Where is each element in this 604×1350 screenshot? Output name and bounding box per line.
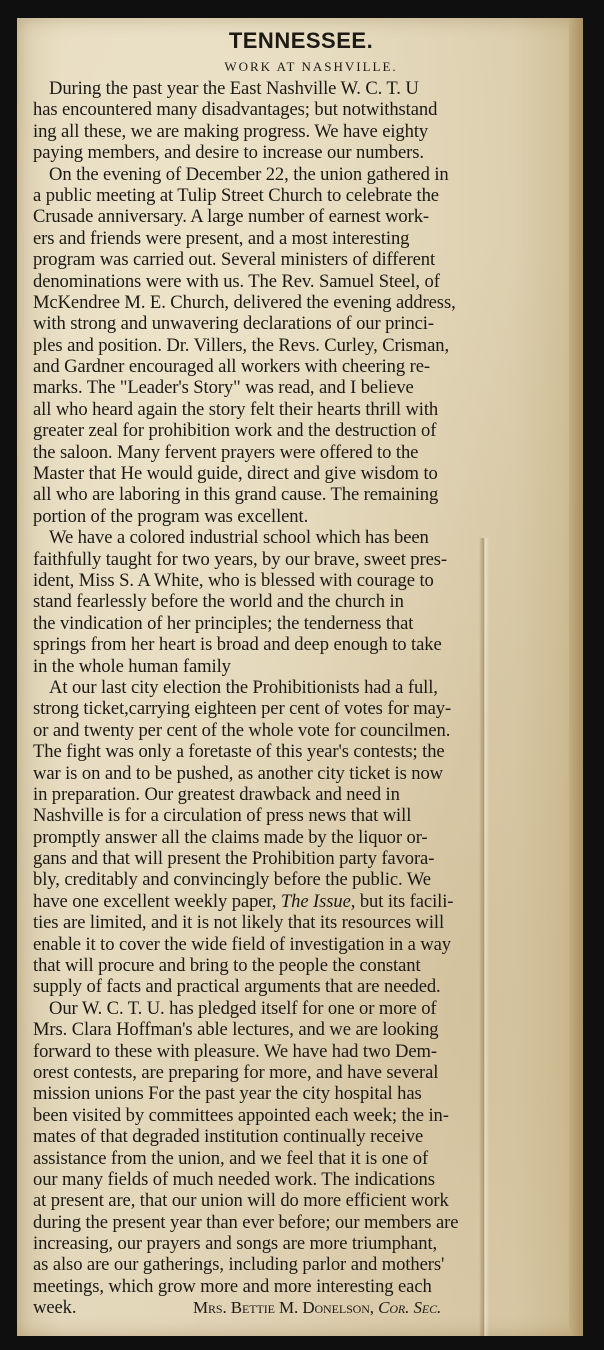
article-line: at present are, that our union will do more efficient work bbox=[33, 1190, 449, 1212]
article-line: paying members, and desire to increase our numbers. bbox=[33, 142, 424, 164]
article-line: At our last city election the Prohibitionists had a full, bbox=[49, 676, 438, 698]
author-title: Cor. Sec. bbox=[378, 1298, 442, 1318]
article-line: strong ticket,carrying eighteen per cent of votes for may- bbox=[33, 698, 452, 720]
article-line: in the whole human family bbox=[33, 655, 231, 677]
article-line: ers and friends were present, and a most interesting bbox=[33, 227, 410, 249]
article-line: Our W. C. T. U. has pledged itself for one or more of bbox=[49, 997, 437, 1019]
article-line: portion of the program was excellent. bbox=[33, 505, 309, 527]
article-line: gans and that will present the Prohibition party favora- bbox=[33, 848, 435, 870]
article-line: McKendree M. E. Church, delivered the evening address, bbox=[33, 291, 456, 313]
article-line: On the evening of December 22, the union gathered in bbox=[49, 163, 449, 185]
article-line: mates of that degraded institution continually receive bbox=[33, 1126, 424, 1148]
article-line: a public meeting at Tulip Street Church to celebrate the bbox=[33, 184, 439, 206]
article-line: in preparation. Our greatest drawback and need in bbox=[33, 783, 400, 805]
article-line: ing all these, we are making progress. We have eighty bbox=[33, 120, 429, 142]
signature-name bbox=[193, 1297, 441, 1318]
article-line: bly, creditably and convincingly before the public. We bbox=[33, 869, 431, 891]
article-line: as also are our gatherings, including parlor and mothers' bbox=[33, 1254, 445, 1276]
article-line: During the past year the East Nashville W. C. T. U bbox=[49, 78, 419, 99]
article-line: have one excellent weekly paper, The Issue, but its facili- bbox=[33, 890, 454, 912]
article-line: Nashville is for a circulation of press news that will bbox=[33, 805, 412, 827]
article-line: faithfully taught for two years, by our brave, sweet pres- bbox=[33, 548, 447, 570]
article-line: assistance from the union, and we feel that it is one of bbox=[33, 1147, 429, 1169]
closing-word: week. bbox=[33, 1297, 77, 1319]
newspaper-clipping bbox=[17, 18, 583, 1336]
article-line: ties are limited, and it is not likely that its resources will bbox=[33, 912, 445, 934]
article-line: Crusade anniversary. A large number of earnest work- bbox=[33, 206, 429, 228]
article-line: with strong and unwavering declarations of our princi- bbox=[33, 313, 434, 335]
article-line: the saloon. Many fervent prayers were offered to the bbox=[33, 441, 419, 463]
article-line: mission unions For the past year the city hospital has bbox=[33, 1083, 422, 1105]
article-line: and Gardner encouraged all workers with cheering re- bbox=[33, 356, 430, 378]
article-line: marks. The "Leader's Story" was read, and I believe bbox=[33, 377, 414, 399]
article-line: Master that He would guide, direct and give wisdom to bbox=[33, 463, 438, 485]
article-line: war is on and to be pushed, as another city ticket is now bbox=[33, 762, 443, 784]
article-line: all who heard again the story felt their hearts thrill with bbox=[33, 398, 439, 420]
article-line: our many fields of much needed work. The indications bbox=[33, 1168, 435, 1190]
article-line: forward to these with pleasure. We have had two Dem- bbox=[33, 1040, 437, 1062]
article-line: ples and position. Dr. Villers, the Revs. Curley, Crisman, bbox=[33, 334, 450, 356]
article-line: that will procure and bring to the people the constant bbox=[33, 955, 421, 977]
article-heading: TENNESSEE. bbox=[228, 28, 374, 53]
article-line: ident, Miss S. A White, who is blessed with courage to bbox=[33, 569, 434, 591]
article-line: orest contests, are preparing for more, and have several bbox=[33, 1061, 439, 1083]
article-line: stand fearlessly before the world and the church in bbox=[33, 591, 404, 613]
signature-line bbox=[33, 1297, 579, 1318]
article-subheading: WORK AT NASHVILLE. bbox=[224, 59, 398, 74]
article-line: Mrs. Clara Hoffman's able lectures, and we are looking bbox=[33, 1019, 439, 1041]
article-body bbox=[33, 26, 579, 1319]
article-line: been visited by committees appointed each week; the in- bbox=[33, 1104, 449, 1126]
article-line: meetings, which grow more and more interesting each bbox=[33, 1275, 432, 1297]
article-line: greater zeal for prohibition work and the destruction of bbox=[33, 420, 437, 442]
article-line: or and twenty per cent of the whole vote for councilmen. bbox=[33, 719, 451, 741]
author-name: Mrs. Bettie M. Donelson, bbox=[193, 1298, 374, 1318]
article-line: program was carried out. Several ministers of different bbox=[33, 249, 436, 271]
article-line: enable it to cover the wide field of investigation in a way bbox=[33, 933, 452, 955]
article-line: all who are laboring in this grand cause. The remaining bbox=[33, 484, 439, 506]
article-lines bbox=[33, 78, 579, 1297]
article-line: promptly answer all the claims made by the liquor or- bbox=[33, 826, 428, 848]
article-line: has encountered many disadvantages; but notwithstand bbox=[33, 99, 438, 121]
article-line: during the present year than ever before; our members are bbox=[33, 1211, 459, 1233]
article-line: The fight was only a foretaste of this year's contests; the bbox=[33, 741, 445, 763]
article-line: the vindication of her principles; the tenderness that bbox=[33, 612, 414, 634]
article-line: denominations were with us. The Rev. Samuel Steel, of bbox=[33, 270, 440, 292]
article-line: supply of facts and practical arguments that are needed. bbox=[33, 976, 441, 998]
article-line: We have a colored industrial school which has been bbox=[49, 527, 429, 549]
article-line: springs from her heart is broad and deep enough to take bbox=[33, 634, 442, 656]
article-line: increasing, our prayers and songs are more triumphant, bbox=[33, 1233, 438, 1255]
